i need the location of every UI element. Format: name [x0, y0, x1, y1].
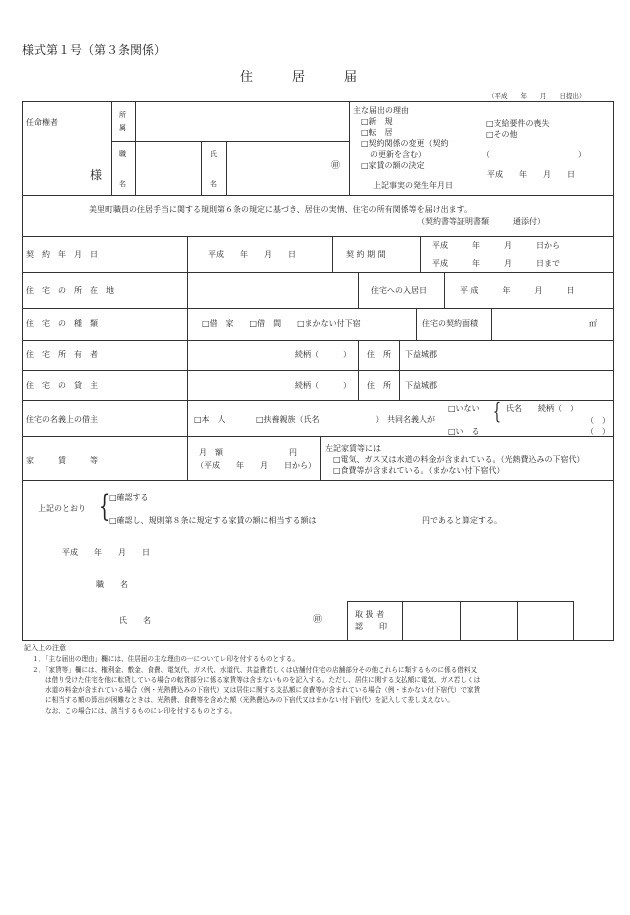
confirm-date-field[interactable]: 平成 年 月 日	[62, 548, 150, 557]
movein-field[interactable]: 平 成 年 月 日	[460, 286, 575, 295]
rent-includes-meals-checkbox[interactable]: □食費等が含まれている。（まかない付下宿代）	[333, 466, 505, 475]
divider	[22, 480, 614, 481]
lessor-label: 住 宅 の 貸 主	[26, 381, 98, 390]
left-brace-icon: {	[98, 489, 111, 524]
reason-title: 主な届出の理由	[353, 106, 409, 115]
divider	[201, 141, 202, 195]
sama-label: 様	[90, 168, 103, 182]
divider	[444, 272, 445, 308]
movein-label: 住宅への入居日	[371, 286, 427, 295]
note-line: １．「主な届出の理由」欄には、住居届の主な理由の一についてレ印を付するものとする。	[32, 655, 299, 663]
monthly-label: 月 額	[199, 448, 223, 457]
divider	[358, 340, 359, 400]
divider	[416, 308, 417, 340]
appointer-label: 任命権者	[26, 118, 58, 127]
confirm-checkbox[interactable]: □確認する	[109, 493, 149, 502]
divider	[22, 236, 614, 237]
handler-seal-box[interactable]	[461, 602, 516, 640]
handler-seal-box[interactable]	[403, 602, 459, 640]
confirm-post-label: 職 名	[96, 580, 128, 589]
divider	[332, 236, 333, 272]
reason-contract-change-note: の更新を含む）	[370, 150, 426, 159]
post-field[interactable]	[136, 142, 200, 194]
handler-label: 認 印	[355, 622, 387, 631]
divider	[187, 436, 188, 480]
divider	[420, 236, 421, 272]
owner-address-field[interactable]: 下益城郡	[405, 350, 437, 359]
owner-label: 住 宅 所 有 者	[26, 350, 98, 359]
lessor-address-label: 住 所	[367, 381, 391, 390]
divider	[22, 340, 614, 341]
post-label: 名	[119, 180, 126, 188]
affiliation-label: 属	[119, 124, 126, 132]
as-above-label: 上記のとおり	[38, 504, 86, 513]
nominal-family-checkbox[interactable]: □扶養親族（氏名 ）	[256, 415, 384, 424]
reason-other-field[interactable]: （ ）	[482, 150, 586, 159]
reason-rent-decision-checkbox[interactable]: □家賃の額の決定	[361, 161, 425, 170]
co-holder-label: 共同名義人が	[387, 415, 435, 424]
notes-title: 記入上の注意	[24, 644, 66, 652]
divider	[320, 436, 321, 480]
note-line: ２．「家賃等」欄には、権利金、敷金、食費、電気代、ガス代、水道代、共益費若しくは店舗付住宅の店舗部分その他これらに類するものに係る借料又	[32, 666, 478, 674]
location-label: 住 宅 の 所 在 地	[26, 286, 114, 295]
calculated-amount-tail: 円であると算定する。	[422, 516, 502, 525]
divider	[187, 236, 188, 436]
note-line: は借り受けた住宅を他に転貸している場合の転貸部分に係る家賃等は含まないものを記入する。ただし、居住に関する支払額に電気、ガス若しくは	[45, 676, 481, 684]
divider	[111, 101, 112, 195]
type-label: 住 宅 の 種 類	[26, 319, 98, 328]
reason-loss-checkbox[interactable]: □支給要件の喪失	[486, 119, 550, 128]
rent-note-title: 左記家賃等には	[325, 444, 381, 453]
occurrence-label: 上記事実の発生年月日	[373, 181, 453, 190]
divider	[22, 436, 614, 437]
period-from-field[interactable]: 平成 年 月 日から	[432, 241, 560, 250]
nominal-self-checkbox[interactable]: □本 人	[194, 415, 226, 424]
note-line: なお、この場合には、該当するものにレ印を付するものとする。	[45, 707, 237, 715]
page-title: 住 居 届	[240, 70, 358, 85]
submission-date[interactable]: （平成 年 月 日提出）	[488, 92, 586, 100]
location-field[interactable]	[188, 273, 357, 307]
divider	[399, 340, 400, 400]
divider	[358, 272, 359, 308]
co-holder-relation-field[interactable]: （ ）	[586, 427, 610, 436]
declaration-text: 美里町職員の住居手当に関する規則第６条の規定に基づき、居住の実情、住宅の所有関係等を届け出ます。	[89, 205, 473, 214]
note-line: に相当する額の算出が困難なときは、光熱費、食費等を含めた額（光熱費込みの下宿代又はまかない付下宿代）を記入して差し支えない。	[45, 696, 454, 704]
type-options[interactable]: □借 家 □借 間 □まかない付下宿	[202, 319, 361, 328]
contract-area-label: 住宅の契約面積	[422, 319, 478, 328]
contract-date-label: 契 約 年 月 日	[26, 250, 98, 259]
reason-new-checkbox[interactable]: □新 規	[361, 117, 393, 126]
divider	[491, 308, 492, 340]
attachment-count[interactable]: （契約書等証明書類 通添付）	[417, 217, 545, 226]
form-number: 様式第１号（第３条関係）	[22, 43, 167, 57]
rent-includes-utilities-checkbox[interactable]: □電気、ガス又は水道の料金が含まれている。（光熱費込みの下宿代）	[333, 455, 585, 464]
owner-relation-field[interactable]: 続柄（ ）	[295, 350, 351, 359]
contract-period-label: 契 約 期 間	[346, 250, 386, 259]
seal-mark: ㊞	[331, 161, 341, 171]
confirm-and-calculate-checkbox[interactable]: □確認し、規則第８条に規定する家賃の額に相当する額は	[109, 516, 317, 525]
divider	[349, 101, 350, 195]
occurrence-date[interactable]: 平成 年 月 日	[487, 170, 575, 179]
affiliation-label: 所	[119, 111, 126, 119]
name-label: 氏	[210, 150, 217, 158]
co-holder-none-checkbox[interactable]: □いない	[448, 404, 480, 413]
owner-address-label: 住 所	[367, 350, 391, 359]
divider	[347, 601, 348, 641]
name-label: 名	[210, 180, 217, 188]
co-holder-name-field[interactable]: 氏名 続柄（ ）	[506, 404, 578, 413]
reason-other-checkbox[interactable]: □その他	[486, 130, 518, 139]
name-field[interactable]	[227, 142, 348, 194]
divider	[22, 308, 614, 309]
seal-mark: ㊞	[313, 615, 323, 625]
divider	[573, 601, 574, 641]
contract-date-field[interactable]: 平成 年 月 日	[208, 250, 296, 259]
period-to-field[interactable]: 平成 年 月 日まで	[432, 259, 560, 268]
divider	[22, 400, 614, 401]
monthly-since-field[interactable]: （平成 年 月 日から）	[196, 461, 316, 470]
reason-move-checkbox[interactable]: □転 居	[361, 128, 393, 137]
co-holder-exists-checkbox[interactable]: □い る	[448, 427, 480, 436]
co-holder-relation-field[interactable]: （ ）	[586, 416, 610, 425]
yen-unit: 円	[289, 448, 297, 457]
divider	[22, 370, 614, 371]
post-label: 職	[119, 150, 126, 158]
handler-seal-box[interactable]	[518, 602, 572, 640]
divider	[22, 195, 614, 196]
area-unit: ㎡	[589, 319, 597, 328]
note-line: 水道の料金が含まれている場合（例・光熱費込みの下宿代）又は居住に関する支払額に食費等が含まれている場合（例・まかない付下宿代）で家賃	[45, 686, 481, 694]
rent-label: 家 賃 等	[26, 456, 98, 465]
reason-contract-change-checkbox[interactable]: □契約関係の変更（契約	[361, 139, 449, 148]
left-brace-icon: {	[492, 400, 502, 425]
confirm-name-label: 氏 名	[119, 616, 151, 625]
handler-label: 取 扱 者	[355, 610, 385, 619]
affiliation-field[interactable]	[136, 102, 348, 140]
lessor-relation-field[interactable]: 続柄（ ）	[295, 381, 351, 390]
lessor-address-field[interactable]: 下益城郡	[405, 381, 437, 390]
nominal-borrower-label: 住宅の名義上の借主	[26, 415, 98, 424]
